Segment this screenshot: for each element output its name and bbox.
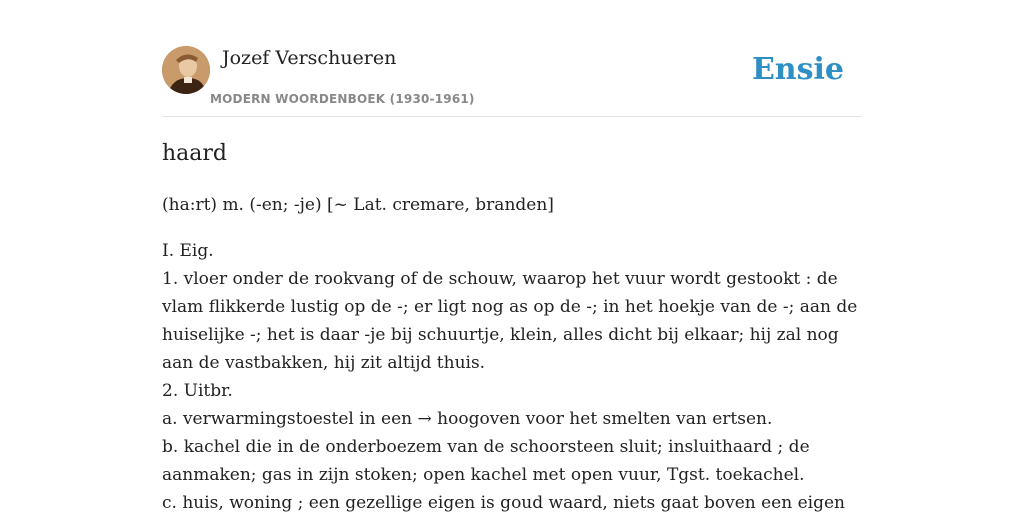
definition-line: a. verwarmingstoestel in een → hoogoven voor het smelten van ertsen. (162, 409, 773, 429)
source-title[interactable]: MODERN WOORDENBOEK (1930-1961) (210, 92, 475, 106)
author-name[interactable]: Jozef Verschueren (222, 47, 397, 69)
entry-pronunciation: (ha:rt) m. (-en; -je) [~ Lat. cremare, branden] (162, 195, 554, 215)
entry-term: haard (162, 141, 228, 166)
definition-line: b. kachel die in de onderboezem van de schoorsteen sluit; insluithaard ; de (162, 437, 810, 457)
definition-line: c. huis, woning ; een gezellige eigen is goud waard, niets gaat boven een eigen (162, 493, 845, 512)
entry-content (162, 138, 864, 512)
definition-line: huiselijke -; het is daar -je bij schuurtje, klein, alles dicht bij elkaar; hij zal nog (162, 325, 839, 345)
ensie-logo[interactable]: Ensie (751, 52, 844, 87)
definition-line: 2. Uitbr. (162, 381, 233, 401)
author-portrait-icon (162, 46, 210, 94)
definition-line: aanmaken; gas in zijn stoken; open kachel met open vuur, Tgst. toekachel. (162, 465, 805, 485)
definition-line: vlam flikkerde lustig op de -; er ligt nog as op de -; in het hoekje van de -; aan de (162, 297, 858, 317)
entry-definition (162, 237, 864, 512)
definition-line: 1. vloer onder de rookvang of de schouw, waarop het vuur wordt gestookt : de (162, 269, 838, 289)
entry-header (162, 46, 862, 117)
definition-line: aan de vastbakken, hij zit altijd thuis. (162, 353, 486, 373)
definition-line: I. Eig. (162, 241, 214, 261)
author-avatar[interactable] (162, 46, 210, 94)
